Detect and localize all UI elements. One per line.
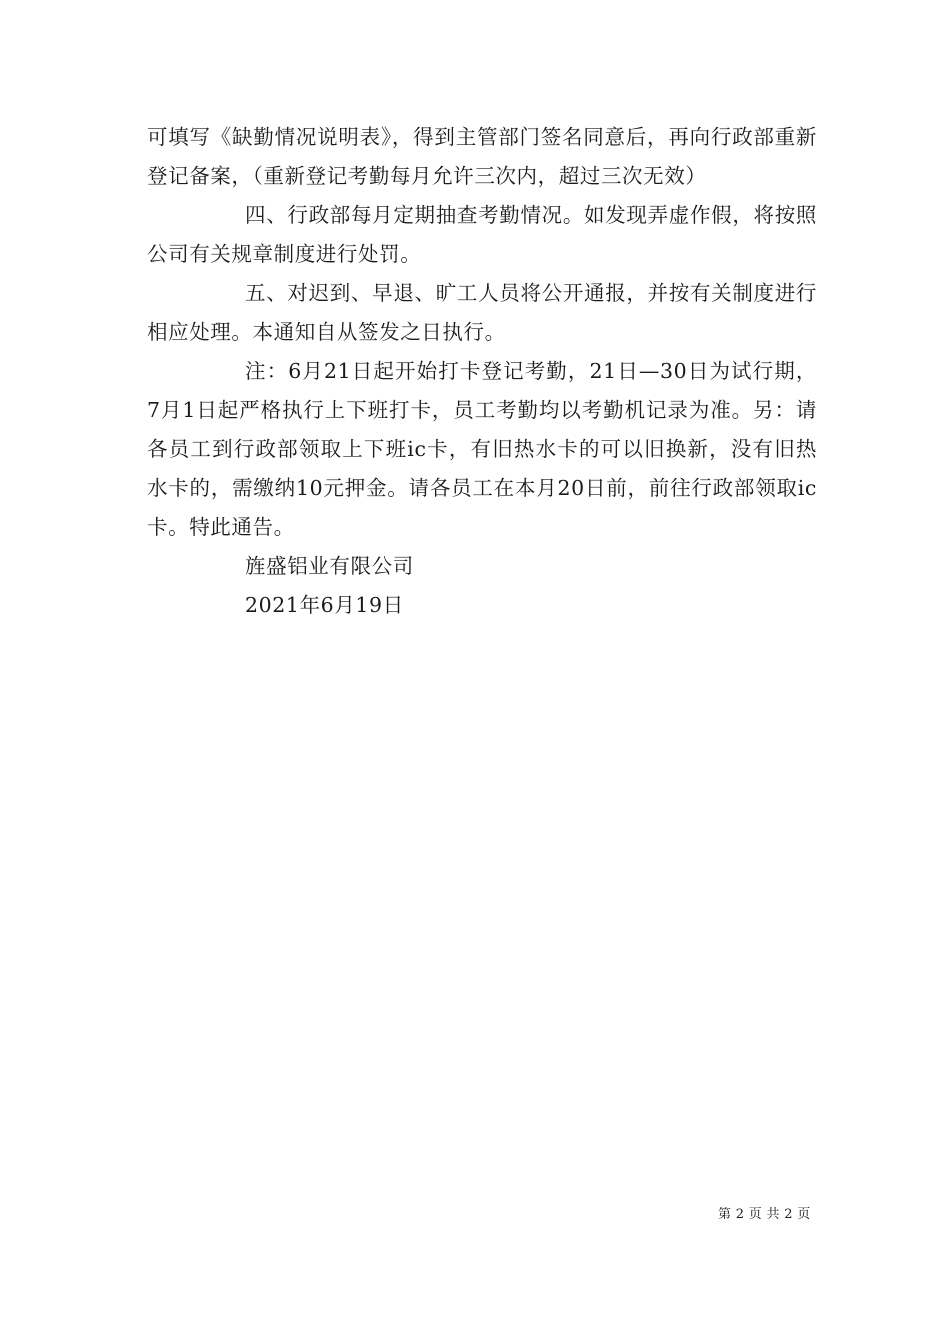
paragraph-note: 注：6月21日起开始打卡登记考勤，21日—30日为试行期，7月1日起严格执行上下班打卡，员工考勤均以考勤机记录为准。另：请各员工到行政部领取上下班ic卡，有旧热水卡的可以旧换新，没有旧热水卡的，需缴纳10元押金。请各员工在本月20日前，前往行政部领取ic卡。特此通告。 [147,359,817,539]
paragraph-continuation: 可填写《缺勤情况说明表》，得到主管部门签名同意后，再向行政部重新登记备案，（重新登记考勤每月允许三次内，超过三次无效） [147,125,817,188]
signature-company: 旌盛铝业有限公司 [245,554,414,578]
paragraph-item-five: 五、对迟到、早退、旷工人员将公开通报，并按有关制度进行相应处理。本通知自从签发之日执行。 [147,281,817,344]
page-number-footer: 第 2 页 共 2 页 [718,1207,811,1222]
signature-date: 2021年6月19日 [245,593,404,617]
paragraph-item-four: 四、行政部每月定期抽查考勤情况。如发现弄虚作假，将按照公司有关规章制度进行处罚。 [147,203,817,266]
document-body [147,118,817,625]
